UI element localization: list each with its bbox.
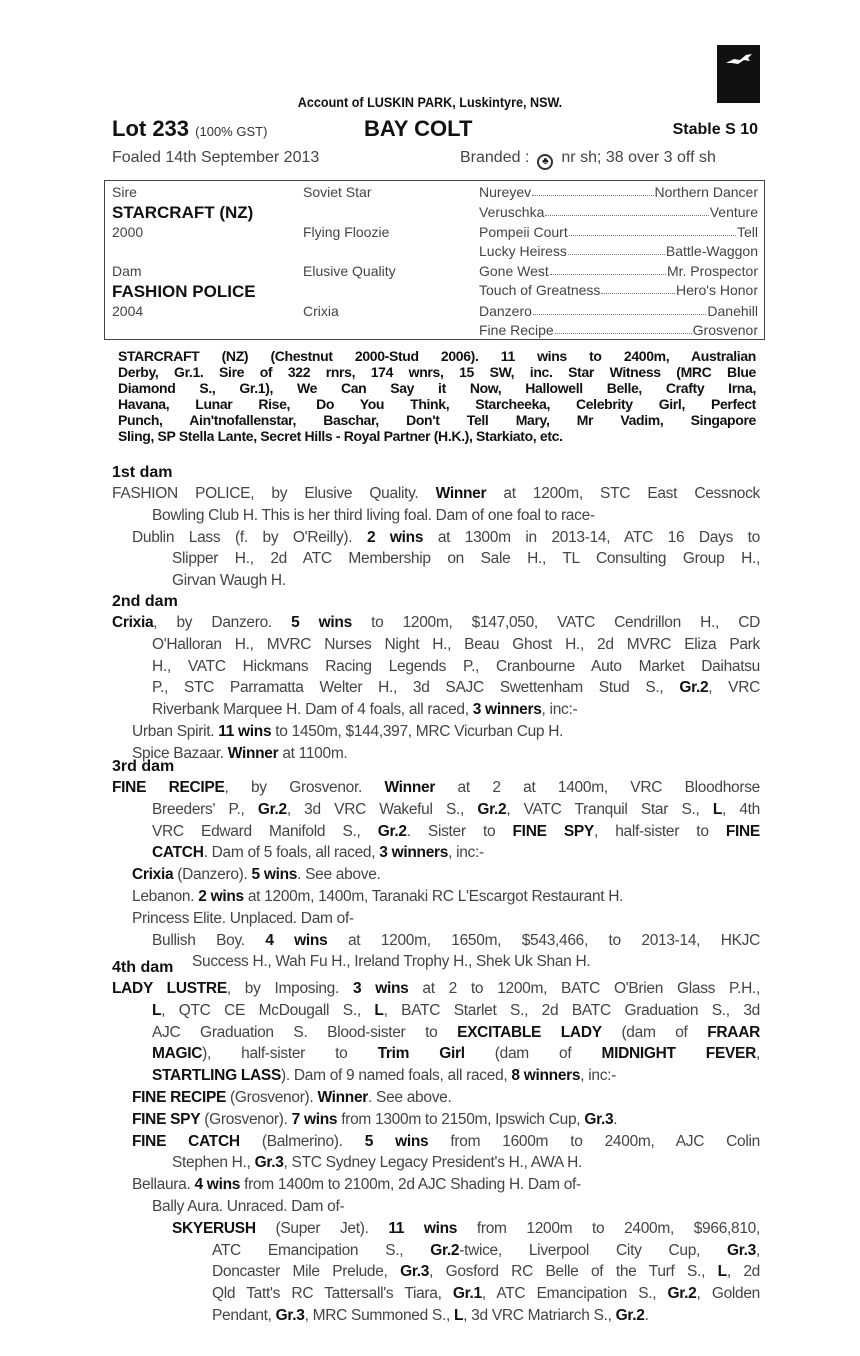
bold-text: 2 wins (198, 887, 244, 905)
dot-leader (532, 184, 653, 196)
text-run: , MRC Summoned S., (304, 1306, 454, 1324)
dam-name: FASHION POLICE (112, 282, 256, 301)
bold-text: LADY LUSTRE (112, 980, 227, 997)
text-run: Riverbank Marquee H. Dam of 4 foals, all raced, (152, 701, 473, 719)
text-line (172, 570, 760, 592)
bold-text: L (712, 800, 723, 818)
gen3-horse: Nureyev (479, 184, 532, 200)
bold-text: Gr.2 (615, 1306, 645, 1324)
text-run: (dam of (464, 1045, 602, 1063)
text-run: (Super Jet). (255, 1219, 389, 1237)
bold-text: MAGIC (152, 1045, 203, 1063)
bold-text: 3 winners (472, 701, 542, 719)
text-run: , by Imposing. (226, 980, 353, 997)
text-line (172, 1152, 760, 1174)
bold-text: Gr.3 (400, 1263, 430, 1281)
bold-text: Gr.2 (257, 800, 287, 818)
bold-text: Winner (317, 1088, 369, 1106)
text-run: , ATC Emancipation S., (481, 1285, 668, 1303)
text-run: Dublin Lass (f. by O'Reilly). (132, 528, 367, 546)
text-run: ), half-sister to (202, 1045, 378, 1063)
text-run: Spice Bazaar. (132, 744, 228, 762)
dam-year: 2004 (112, 303, 144, 319)
text-line (132, 886, 760, 908)
sire-summary (118, 349, 756, 444)
bold-text: Gr.2 (377, 822, 407, 840)
bold-text: FINE CATCH (132, 1132, 240, 1150)
gst-note: (100% GST) (195, 124, 268, 139)
gen3-sire: Northern Dancer (654, 184, 758, 200)
section-heading: 1st dam (112, 464, 173, 481)
text-run: Pendant, (212, 1306, 276, 1324)
bold-text: 3 wins (352, 980, 409, 997)
text-run: FASHION POLICE, by Elusive Quality. (112, 485, 436, 502)
dot-leader (545, 204, 708, 216)
pedigree-gen3-row (479, 282, 758, 298)
text-line (172, 548, 760, 570)
text-line (152, 1000, 760, 1022)
text-line (132, 864, 760, 886)
dot-leader (550, 263, 666, 275)
text-line (212, 1305, 760, 1327)
text-run: , by Grosvenor. (224, 779, 385, 796)
bold-text: Gr.2 (679, 679, 709, 697)
text-run: at 1200m, 1400m, Taranaki RC L'Escargot Restaurant H. (243, 887, 624, 905)
text-run: , QTC CE McDougall S., (161, 1001, 375, 1019)
text-run: from 1300m to 2150m, Ipswich Cup, (337, 1110, 585, 1128)
dot-leader (568, 243, 665, 255)
bold-text: FINE RECIPE (112, 779, 225, 796)
pedigree-gen3-row (479, 224, 758, 240)
text-run: , 3d VRC Wakeful S., (286, 800, 478, 818)
dam-dam: Crixia (303, 303, 339, 319)
text-run: at 2 to 1200m, BATC O'Brien Glass P.H., (408, 980, 761, 997)
dam-section (0, 592, 860, 765)
text-run: (dam of (601, 1023, 708, 1041)
dot-leader (601, 282, 675, 294)
bold-text: FINE SPY (132, 1110, 201, 1128)
bold-text: 8 winners (511, 1067, 581, 1085)
bold-text: Gr.3 (275, 1306, 305, 1324)
text-run: , Gosford RC Belle of the Turf S., (429, 1263, 718, 1281)
text-line (132, 1131, 760, 1153)
bold-text: Gr.2 (477, 800, 507, 818)
pedigree-gen3-row (479, 243, 758, 259)
text-run: , STC Sydney Legacy President's H., AWA H. (283, 1154, 583, 1172)
text-line (152, 1022, 760, 1044)
text-line (152, 1196, 760, 1218)
text-run: , inc:- (541, 701, 578, 719)
dam-label: Dam (112, 263, 142, 279)
gen3-sire: Danehill (707, 303, 758, 319)
text-run: at 2 at 1400m, VRC Bloodhorse (435, 779, 760, 796)
text-run: , VATC Tranquil Star S., (506, 800, 713, 818)
text-run: at 1100m. (278, 744, 348, 762)
text-run: to 1450m, $144,397, MRC Vicurban Cup H. (271, 722, 564, 740)
sire-sire: Soviet Star (303, 184, 372, 200)
branded-info (460, 149, 716, 170)
text-line (152, 930, 760, 952)
text-line (152, 1065, 760, 1087)
text-line (112, 612, 760, 634)
text-run: Bally Aura. Unraced. Dam of- (152, 1197, 345, 1215)
bold-text: STARTLING LASS (152, 1067, 281, 1085)
horse-rider-icon (724, 51, 754, 67)
text-line (152, 821, 760, 843)
bold-text: EXCITABLE LADY (457, 1023, 602, 1041)
text-line (132, 527, 760, 549)
text-run: at 1200m, STC East Cessnock (486, 485, 760, 502)
pedigree-table (104, 180, 765, 340)
summary-line: Sling, SP Stella Lante, Secret Hills - Royal Partner (H.K.), Starkiato, etc. (118, 427, 563, 444)
text-line (152, 699, 760, 721)
text-line (172, 1218, 760, 1240)
gen3-horse: Pompeii Court (479, 224, 568, 240)
text-line (132, 908, 760, 930)
sire-year: 2000 (112, 224, 144, 240)
text-line (152, 799, 760, 821)
text-run: Doncaster Mile Prelude, (212, 1263, 401, 1281)
bold-text: L (454, 1306, 464, 1324)
pedigree-gen3-row (479, 303, 758, 319)
text-run: , Golden (696, 1285, 760, 1303)
text-run: , (755, 1045, 760, 1063)
bold-text: Crixia (112, 614, 154, 631)
dam-section (0, 958, 860, 1327)
gen3-sire: Venture (709, 204, 758, 220)
text-run: H., VATC Hickmans Racing Legends P., Cranbourne Auto Market Daihatsu (152, 657, 760, 675)
vendor-account: Account of LUSKIN PARK, Luskintyre, NSW. (297, 94, 563, 110)
gen3-horse: Veruschka (479, 204, 545, 220)
dam-section (0, 757, 860, 973)
text-line (152, 656, 760, 678)
bold-text: Trim Girl (377, 1045, 465, 1063)
bold-text: Gr.3 (727, 1241, 756, 1259)
text-line (132, 721, 760, 743)
text-run: ATC Emancipation S., (212, 1241, 431, 1259)
text-run: , inc:- (448, 844, 484, 862)
text-run: P., STC Parramatta Welter H., 3d SAJC Swettenham Stud S., (152, 679, 680, 697)
section-heading: 2nd dam (112, 593, 178, 610)
bold-text: 4 wins (265, 931, 328, 949)
bold-text: 3 winners (379, 844, 449, 862)
bold-text: CATCH (152, 844, 204, 862)
text-run: from 1600m to 2400m, AJC Colin (428, 1132, 760, 1150)
text-run: VRC Edward Manifold S., (152, 822, 378, 840)
text-run: , BATC Starlet S., 2d BATC Graduation S., 3d (383, 1001, 760, 1019)
bold-text: Winner (384, 779, 436, 796)
bold-text: L (374, 1001, 384, 1019)
text-run: , 2d (726, 1263, 761, 1281)
text-line (112, 777, 760, 799)
stable-number: Stable S 10 (672, 121, 758, 138)
text-run: Lebanon. (132, 887, 199, 905)
gen3-horse: Gone West (479, 263, 549, 279)
gen3-horse: Fine Recipe (479, 322, 554, 338)
gen3-sire: Mr. Prospector (666, 263, 758, 279)
text-run: Success H., Wah Fu H., Ireland Trophy H., Shek Uk Shan H. (192, 953, 591, 971)
text-line (152, 842, 760, 864)
text-run: Bullish Boy. (152, 931, 266, 949)
text-run: . (613, 1110, 618, 1128)
text-line (152, 505, 760, 527)
bold-text: Gr.3 (254, 1154, 284, 1172)
bold-text: Gr.1 (452, 1285, 482, 1303)
text-line (152, 1043, 760, 1065)
dot-leader (569, 224, 736, 236)
bold-text: L (152, 1001, 162, 1019)
summary-line: Derby, Gr.1. Sire of 322 rnrs, 174 wnrs, 15 SW, inc. Star Witness (MRC Blue (118, 363, 756, 380)
dot-leader (533, 303, 706, 315)
bold-text: 5 wins (291, 614, 352, 631)
text-run: , 4th (722, 800, 761, 818)
bold-text: Winner (227, 744, 279, 762)
section-heading: 3rd dam (112, 758, 175, 775)
text-run: , inc:- (580, 1067, 617, 1085)
text-run: at 1300m in 2013-14, ATC 16 Days to (423, 528, 760, 546)
summary-line: STARCRAFT (NZ) (Chestnut 2000-Stud 2006). 11 wins to 2400m, Australian (118, 348, 756, 364)
gen3-sire: Tell (736, 224, 758, 240)
sire-label: Sire (112, 184, 137, 200)
gen3-sire: Battle-Waggon (665, 243, 758, 259)
text-run: (Grosvenor). (200, 1110, 292, 1128)
text-run: AJC Graduation S. Blood-sister to (152, 1023, 458, 1041)
text-run: , by Danzero. (153, 614, 292, 631)
pedigree-gen3-row (479, 204, 758, 220)
text-run: Stephen H., (172, 1154, 255, 1172)
text-line (212, 1283, 760, 1305)
text-run: Qld Tatt's RC Tattersall's Tiara, (212, 1285, 453, 1303)
bold-text: 2 wins (366, 528, 424, 546)
horse-description: BAY COLT (364, 116, 473, 141)
bold-text: FINE (725, 822, 760, 840)
bold-text: 7 wins (291, 1110, 338, 1128)
text-run: Bellaura. (132, 1176, 195, 1194)
bold-text: 4 wins (194, 1176, 241, 1194)
bold-text: 5 wins (251, 866, 298, 884)
text-run: Urban Spirit. (132, 722, 219, 740)
text-run: from 1400m to 2100m, 2d AJC Shading H. Dam of- (240, 1176, 581, 1194)
text-run: -twice, Liverpool City Cup, (459, 1241, 728, 1259)
gen3-horse: Lucky Heiress (479, 243, 567, 259)
summary-line: Diamond S., Gr.1), We Can Say it Now, Hallowell Belle, Crafty Irna, (118, 379, 756, 396)
bold-text: Gr.2 (430, 1241, 460, 1259)
text-run: Bowling Club H. This is her third living foal. Dam of one foal to race- (152, 506, 595, 524)
bold-text: 11 wins (218, 722, 272, 740)
text-line (132, 1109, 760, 1131)
brand-mark-icon: ♣ (537, 154, 553, 170)
text-run: Breeders' P., (152, 800, 258, 818)
gen3-horse: Danzero (479, 303, 532, 319)
summary-line: Punch, Ain'tnofallenstar, Baschar, Don't Tell Mary, Mr Vadim, Singapore (118, 411, 756, 428)
branded-label: Branded : (460, 149, 530, 166)
text-run: O'Halloran H., MVRC Nurses Night H., Beau Ghost H., 2d MVRC Eliza Park (152, 635, 760, 653)
text-run: (Balmerino). (239, 1132, 365, 1150)
text-run: , half-sister to (593, 822, 726, 840)
text-run: , 3d VRC Matriarch S., (463, 1306, 616, 1324)
bold-text: MIDNIGHT FEVER (601, 1045, 756, 1063)
bold-text: Winner (435, 485, 487, 502)
text-run: . See above. (297, 866, 381, 884)
bold-text: Gr.3 (584, 1110, 614, 1128)
pedigree-gen3-row (479, 263, 758, 279)
lot-number (112, 116, 267, 142)
bold-text: L (717, 1263, 727, 1281)
text-line (112, 978, 760, 1000)
text-run: Slipper H., 2d ATC Membership on Sale H., TL Consulting Group H., (172, 550, 760, 568)
bold-text: 11 wins (388, 1219, 458, 1237)
gen3-sire: Hero's Honor (675, 282, 758, 298)
dam-sire: Elusive Quality (303, 263, 396, 279)
text-run: (Danzero). (173, 866, 252, 884)
text-run: ). Dam of 9 named foals, all raced, (280, 1067, 512, 1085)
sire-dam: Flying Floozie (303, 224, 390, 240)
bold-text: SKYERUSH (172, 1219, 256, 1237)
text-run: . See above. (368, 1088, 452, 1106)
text-line (152, 634, 760, 656)
bold-text: FRAAR (707, 1023, 760, 1041)
bold-text: Gr.2 (667, 1285, 697, 1303)
foaled-date: Foaled 14th September 2013 (112, 149, 320, 166)
gen3-horse: Touch of Greatness (479, 282, 601, 298)
text-run: . (644, 1306, 649, 1324)
gen3-sire: Grosvenor (692, 322, 758, 338)
text-run: to 1200m, $147,050, VATC Cendrillon H., CD (351, 614, 760, 631)
sire-name: STARCRAFT (NZ) (112, 203, 254, 222)
text-run: from 1200m to 2400m, $966,810, (457, 1219, 760, 1237)
text-run: (Grosvenor). (226, 1088, 318, 1106)
bold-text: FINE SPY (512, 822, 594, 840)
text-run: , VRC (708, 679, 761, 697)
dot-leader (555, 322, 692, 334)
text-line (112, 483, 760, 505)
text-run: . Dam of 5 foals, all raced, (203, 844, 380, 862)
bold-text: 5 wins (364, 1132, 429, 1150)
section-heading: 4th dam (112, 959, 174, 976)
text-line (212, 1240, 760, 1262)
pedigree-gen3-row (479, 184, 758, 200)
bold-text: FINE RECIPE (132, 1088, 227, 1106)
bold-text: Crixia (132, 866, 174, 884)
pedigree-gen3-row (479, 322, 758, 338)
text-line (132, 1087, 760, 1109)
summary-line: Havana, Lunar Rise, Do You Think, Starcheeka, Celebrity Girl, Perfect (118, 395, 756, 412)
text-line (212, 1261, 760, 1283)
dam-section (0, 463, 860, 592)
text-run: at 1200m, 1650m, $543,466, to 2013-14, HKJC (327, 931, 760, 949)
lot-label: Lot 233 (112, 116, 190, 141)
text-line (132, 1174, 760, 1196)
text-line (152, 677, 760, 699)
text-run: , (755, 1241, 760, 1259)
branded-text: nr sh; 38 over 3 off sh (561, 149, 716, 166)
text-run: . Sister to (406, 822, 513, 840)
text-run: Princess Elite. Unplaced. Dam of- (132, 909, 354, 927)
text-run: Girvan Waugh H. (172, 572, 286, 590)
